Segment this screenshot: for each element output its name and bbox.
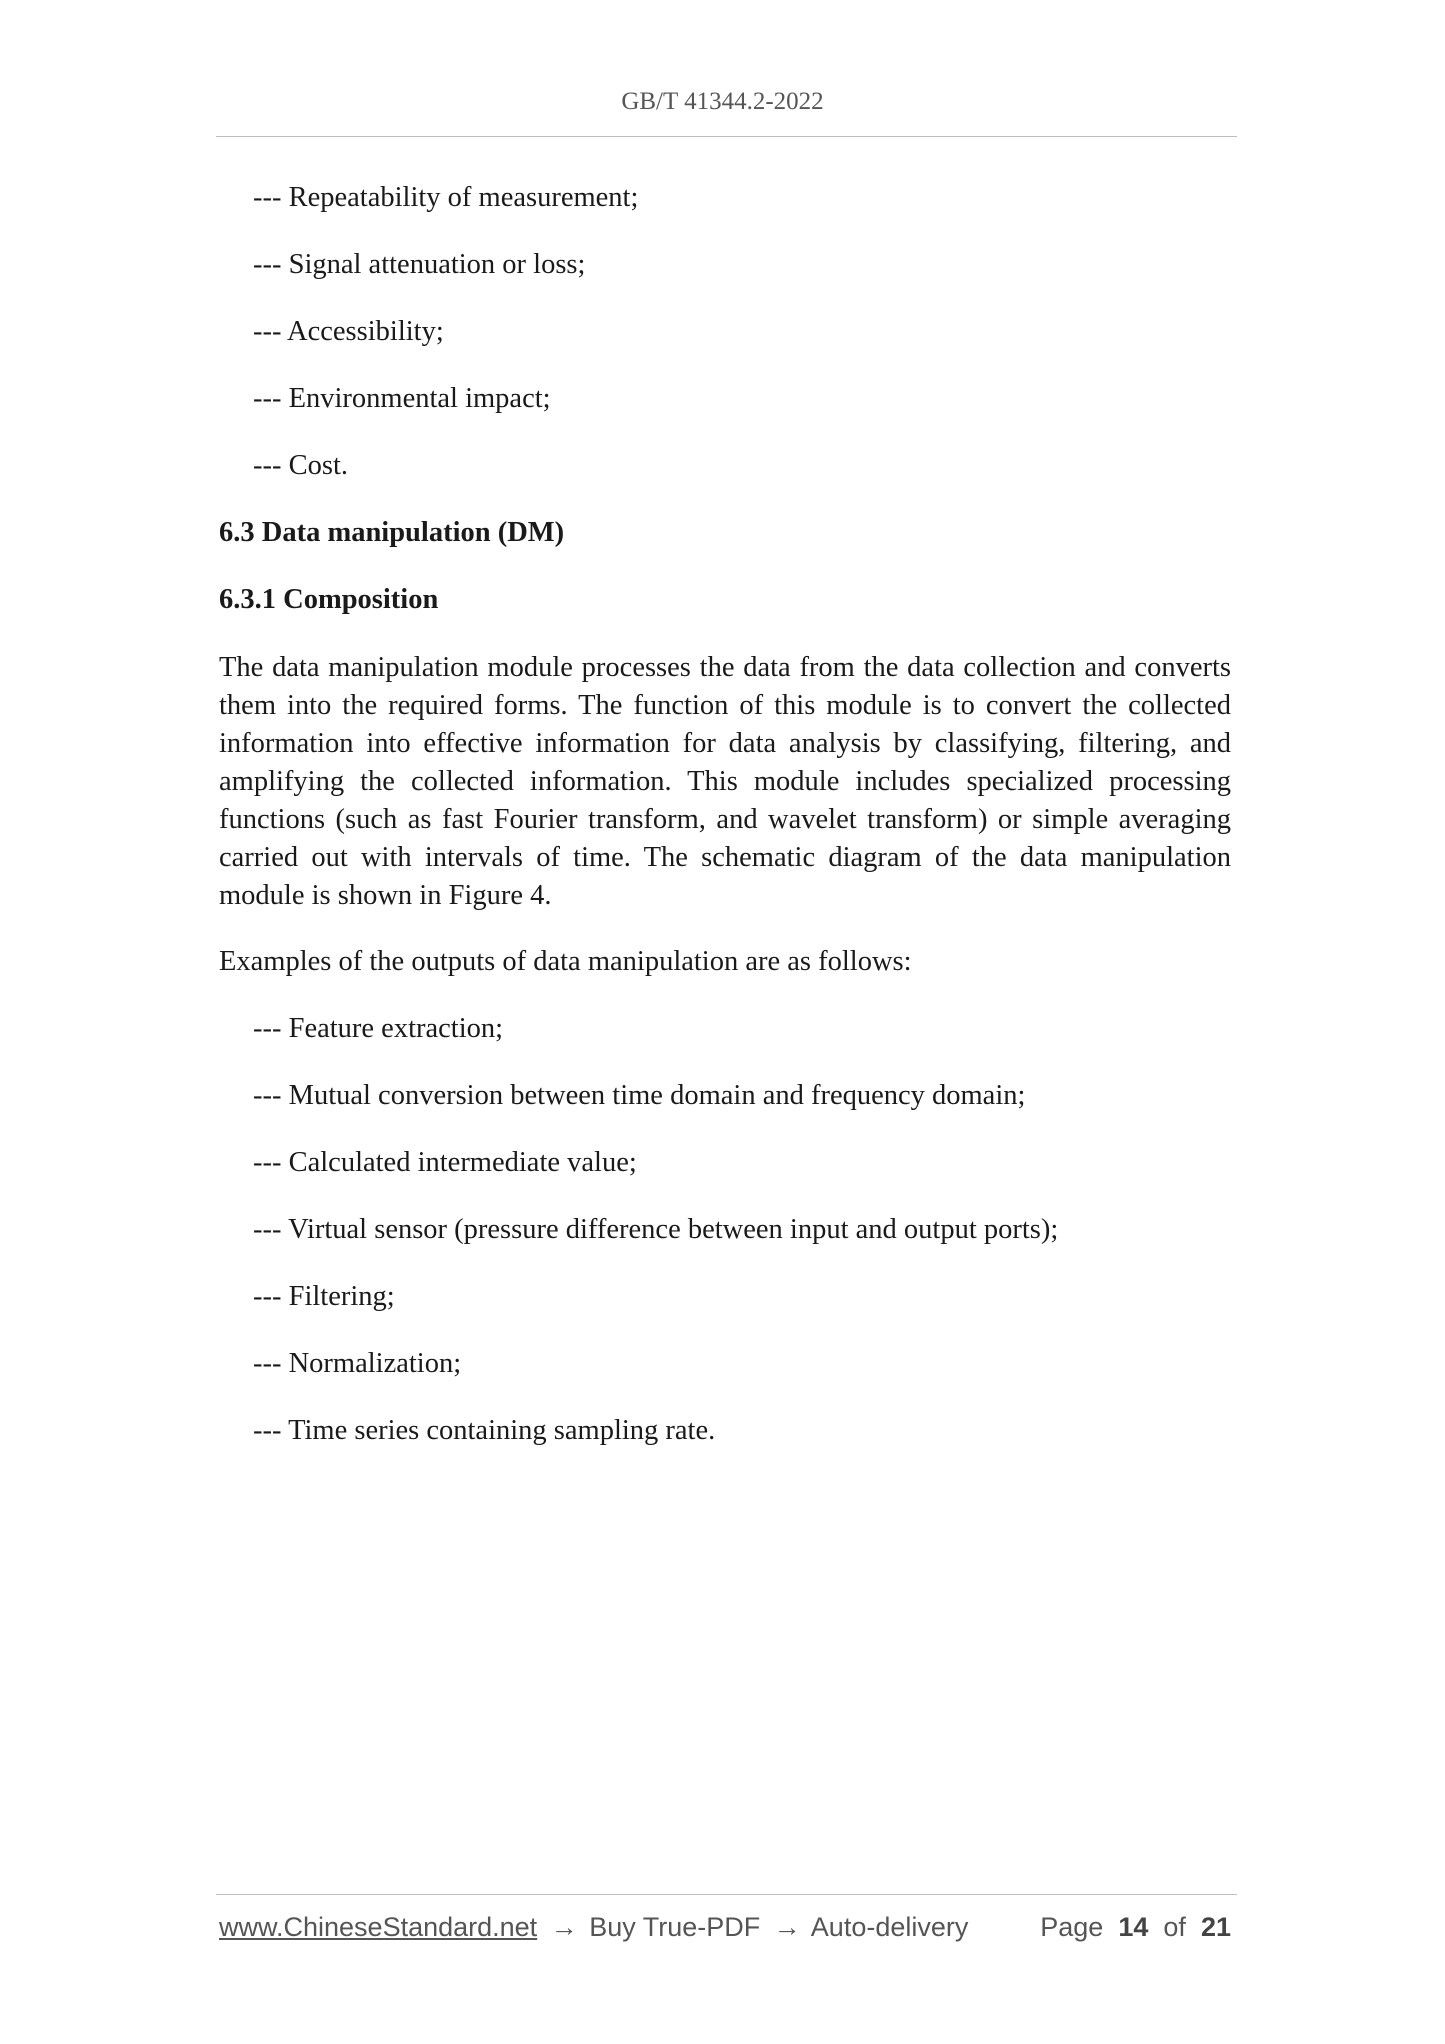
document-id-header: GB/T 41344.2-2022 bbox=[621, 88, 824, 115]
list-item: --- Signal attenuation or loss; bbox=[253, 249, 586, 280]
list-item: --- Calculated intermediate value; bbox=[253, 1147, 637, 1178]
arrow-right-icon: → bbox=[550, 1912, 578, 1942]
page-number: 14 bbox=[1118, 1912, 1149, 1942]
section-heading: 6.3 Data manipulation (DM) bbox=[219, 517, 565, 548]
list-item: --- Feature extraction; bbox=[253, 1013, 504, 1044]
footer-divider bbox=[216, 1894, 1237, 1895]
header-divider bbox=[216, 136, 1237, 137]
page-label: Page bbox=[1040, 1912, 1104, 1942]
website-link[interactable]: www.ChineseStandard.net bbox=[219, 1912, 538, 1942]
arrow-right-icon: → bbox=[773, 1912, 801, 1942]
page-footer bbox=[219, 1912, 1231, 1952]
list-item: --- Cost. bbox=[253, 450, 348, 481]
list-item: --- Time series containing sampling rate. bbox=[253, 1415, 716, 1446]
auto-delivery-text: Auto-delivery bbox=[810, 1912, 969, 1942]
list-item: --- Environmental impact; bbox=[253, 383, 551, 414]
page-body bbox=[219, 180, 1231, 1480]
examples-lead: Examples of the outputs of data manipulation are as follows: bbox=[219, 946, 912, 977]
list-item: --- Normalization; bbox=[253, 1348, 462, 1379]
list-item: --- Accessibility; bbox=[253, 316, 444, 347]
list-item: --- Filtering; bbox=[253, 1281, 395, 1312]
list-item: --- Mutual conversion between time domain and frequency domain; bbox=[253, 1080, 1026, 1111]
page-counter bbox=[1040, 1912, 1231, 1943]
list-item: --- Virtual sensor (pressure difference between input and output ports); bbox=[253, 1214, 1059, 1245]
body-paragraph: The data manipulation module processes the data from the data collection and converts them into the required forms. The function of this module is to convert the collected information into effective information for data analysis by classifying, filtering, and amplifying the collected information. This module includes specialized processing functions (such as fast Fourier transform, and wavelet transform) or simple averaging carried out with intervals of time. The schematic diagram of the data manipulation module is shown in Figure 4. bbox=[219, 652, 1231, 911]
list-item: --- Repeatability of measurement; bbox=[253, 182, 639, 213]
footer-links bbox=[219, 1912, 968, 1943]
of-label: of bbox=[1163, 1912, 1186, 1942]
page-total: 21 bbox=[1200, 1912, 1231, 1942]
subsection-heading: 6.3.1 Composition bbox=[219, 584, 439, 615]
buy-true-pdf-text: Buy True-PDF bbox=[589, 1912, 761, 1942]
